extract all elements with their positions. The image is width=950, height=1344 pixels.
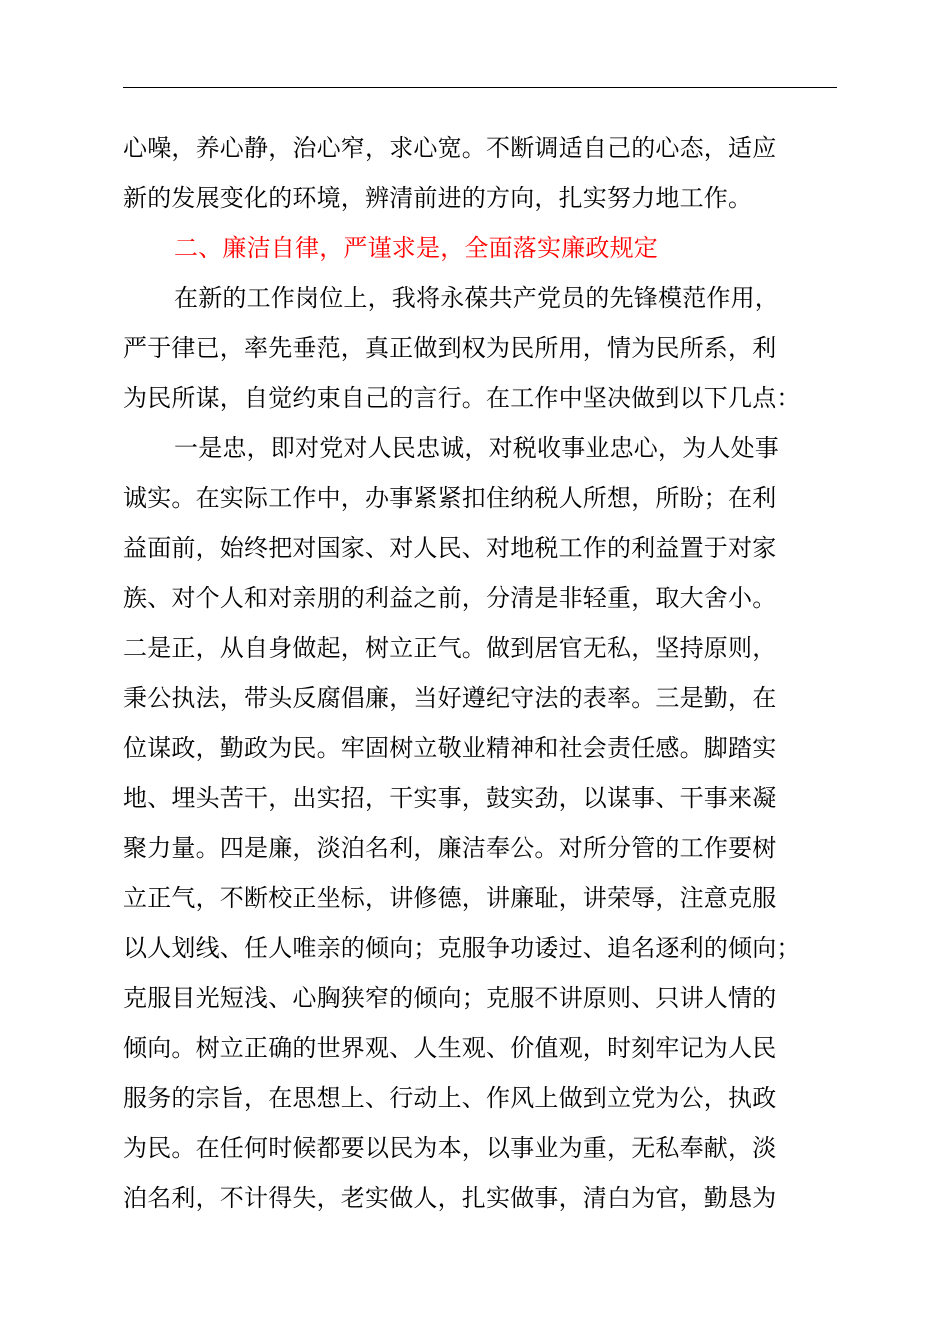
- header-rule: [123, 87, 837, 88]
- text-line: 以人划线、任人唯亲的倾向；克服争功诿过、追名逐利的倾向；: [123, 934, 801, 962]
- text-line: 诚实。在实际工作中，办事紧紧扣住纳税人所想，所盼；在利: [123, 484, 777, 512]
- text-line: 服务的宗旨，在思想上、行动上、作风上做到立党为公，执政: [123, 1084, 777, 1112]
- text-line: 聚力量。四是廉，淡泊名利，廉洁奉公。对所分管的工作要树: [123, 834, 777, 862]
- text-line: 益面前，始终把对国家、对人民、对地税工作的利益置于对家: [123, 534, 777, 562]
- text-line: 位谋政，勤政为民。牢固树立敬业精神和社会责任感。脚踏实: [123, 734, 777, 762]
- text-line: 一是忠，即对党对人民忠诚，对税收事业忠心，为人处事: [174, 434, 779, 462]
- text-line: 泊名利，不计得失，老实做人，扎实做事，清白为官，勤恳为: [123, 1184, 777, 1212]
- text-line: 族、对个人和对亲朋的利益之前，分清是非轻重，取大舍小。: [123, 584, 777, 612]
- text-line: 为民所谋，自觉约束自己的言行。在工作中坚决做到以下几点：: [123, 384, 801, 412]
- text-line: 在新的工作岗位上，我将永葆共产党员的先锋模范作用，: [174, 284, 779, 312]
- section-heading: 二、廉洁自律，严谨求是，全面落实廉政规定: [174, 234, 658, 262]
- text-line: 地、埋头苦干，出实招，干实事，鼓实劲，以谋事、干事来凝: [123, 784, 777, 812]
- text-line: 新的发展变化的环境，辨清前进的方向，扎实努力地工作。: [123, 184, 753, 212]
- text-line: 二是正，从自身做起，树立正气。做到居官无私，坚持原则，: [123, 634, 777, 662]
- text-line: 心噪，养心静，治心窄，求心宽。不断调适自己的心态，适应: [123, 134, 777, 162]
- text-line: 克服目光短浅、心胸狭窄的倾向；克服不讲原则、只讲人情的: [123, 984, 777, 1012]
- text-line: 严于律已，率先垂范，真正做到权为民所用，情为民所系，利: [123, 334, 777, 362]
- text-line: 倾向。树立正确的世界观、人生观、价值观，时刻牢记为人民: [123, 1034, 777, 1062]
- text-line: 立正气，不断校正坐标，讲修德，讲廉耻，讲荣辱，注意克服: [123, 884, 777, 912]
- text-line: 为民。在任何时候都要以民为本，以事业为重，无私奉献，淡: [123, 1134, 777, 1162]
- text-line: 秉公执法，带头反腐倡廉，当好遵纪守法的表率。三是勤，在: [123, 684, 777, 712]
